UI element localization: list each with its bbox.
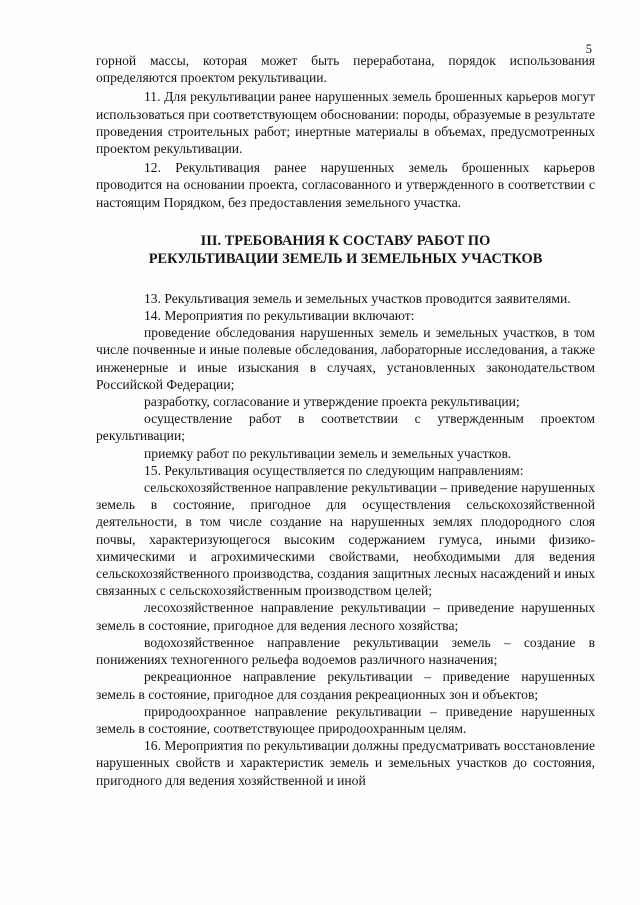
paragraph-continuation: горной массы, которая может быть переработана, порядок использования определяются проектом рекультивации. bbox=[96, 53, 595, 86]
list-item-works: осуществление работ в соответствии с утвержденным проектом рекультивации; bbox=[96, 411, 595, 444]
paragraph-13: 13. Рекультивация земель и земельных участков проводится заявителями. bbox=[144, 290, 571, 306]
paragraph-12: 12. Рекультивация ранее нарушенных земель брошенных карьеров проводится на основании проекта, согласованного и утвержденного в соответствии с настоящим Порядком, без предоставления земельного участка. bbox=[96, 160, 595, 210]
direction-forestry: лесохозяйственное направление рекультивации – приведение нарушенных земель в состояние, пригодное для ведения лесного хозяйства; bbox=[96, 600, 595, 633]
section-heading-line-1: III. ТРЕБОВАНИЯ К СОСТАВУ РАБОТ ПО bbox=[200, 232, 491, 249]
page-number: 5 bbox=[585, 42, 592, 56]
paragraph-15: 15. Рекультивация осуществляется по следующим направлениям: bbox=[144, 462, 524, 478]
list-item-survey: проведение обследования нарушенных земель и земельных участков, в том числе почвенные и иные полевые обследования, лабораторные исследования, а также инженерные и иные изыскания в случаях, установленных законодательством Российской Федерации; bbox=[96, 325, 595, 392]
list-item-project: разработку, согласование и утверждение проекта рекультивации; bbox=[144, 394, 520, 410]
direction-recreational: рекреационное направление рекультивации – приведение нарушенных земель в состояние, пригодное для создания рекреационных зон и объектов; bbox=[96, 669, 595, 702]
direction-water: водохозяйственное направление рекультивации земель – создание в понижениях техногенного рельефа водоемов различного назначения; bbox=[96, 634, 595, 668]
direction-agricultural: сельскохозяйственное направление рекультивации – приведение нарушенных земель в состояние, пригодное для осуществления сельскохозяйственной деятельности, в том числе создание на нарушенных землях плодородного слоя почвы, характеризующегося высоким содержанием гумуса, иными физико-химическими и агрохимическими свойствами, необходимыми для ведения сельскохозяйственного производства, создания защитных лесных насаждений и иных связанных с сельскохозяйственным производством целей; bbox=[96, 480, 595, 599]
direction-environmental: природоохранное направление рекультивации – приведение нарушенных земель в состояние, соответствующее природоохранным целям. bbox=[96, 703, 595, 736]
paragraph-14: 14. Мероприятия по рекультивации включают: bbox=[144, 308, 415, 324]
paragraph-16: 16. Мероприятия по рекультивации должны предусматривать восстановление нарушенных свойств и характеристик земель и земельных участков до состояния, пригодного для ведения хозяйственной и иной bbox=[96, 738, 595, 788]
section-heading bbox=[96, 232, 595, 268]
document-body bbox=[96, 52, 595, 789]
paragraph-11: 11. Для рекультивации ранее нарушенных земель брошенных карьеров могут использоваться при соответствующем обосновании: породы, образуемые в результате проведения строительных работ; инертные материалы в объемах, предусмотренных проектом рекультивации. bbox=[96, 89, 595, 157]
list-item-acceptance: приемку работ по рекультивации земель и земельных участков. bbox=[144, 445, 512, 461]
section-heading-line-2: РЕКУЛЬТИВАЦИИ ЗЕМЕЛЬ И ЗЕМЕЛЬНЫХ УЧАСТКОВ bbox=[148, 250, 543, 267]
